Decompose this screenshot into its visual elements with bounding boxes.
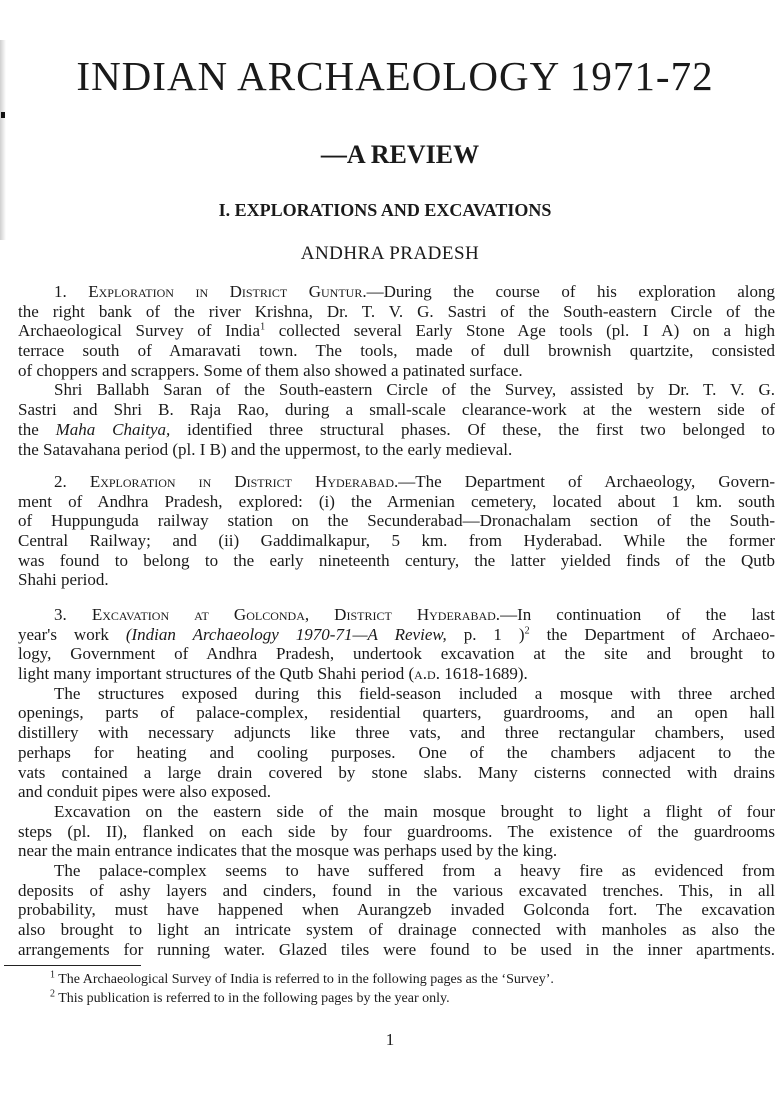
footnote-text: The Archaeological Survey of India is referred to in the following pages as the ‘Survey’. xyxy=(55,972,554,987)
text-run: —In continuation of the last xyxy=(500,605,775,624)
text-line xyxy=(18,551,775,571)
text-run: 2. xyxy=(54,472,90,491)
footnote-text: This publication is referred to in the following pages by the year only. xyxy=(55,991,450,1006)
text-line xyxy=(18,531,775,551)
text-run: vats contained a large drain covered by stone slabs. Many cisterns connected with drains xyxy=(18,762,775,782)
paragraph-guntur xyxy=(18,282,775,459)
text-run: The structures exposed during this field-season included a mosque with three arched xyxy=(54,683,775,703)
page-subtitle: —A REVIEW xyxy=(320,140,480,169)
text-line xyxy=(18,861,775,881)
text-run: Shri Ballabh Saran of the South-eastern Circle of the Survey, assisted by Dr. T. V. G. xyxy=(54,380,775,400)
text-line xyxy=(18,472,775,492)
text-line xyxy=(18,822,775,842)
scan-mark xyxy=(1,112,5,118)
text-line xyxy=(18,841,775,861)
text-run: the Satavahana period (pl. I B) and the uppermost, to the early medieval. xyxy=(18,439,513,459)
text-run: light many important structures of the Qutb Shahi period ( xyxy=(18,664,415,684)
text-run: 3. xyxy=(54,605,92,624)
text-run: Archaeological Survey of India xyxy=(18,321,261,341)
text-run: the xyxy=(18,419,56,439)
run-in-heading: Exploration in District Hyderabad. xyxy=(89,472,399,491)
text-line xyxy=(18,703,775,723)
text-line xyxy=(18,282,775,302)
run-in-heading: a.d. xyxy=(414,664,440,684)
footnote-1 xyxy=(50,969,554,988)
text-run: collected several Early Stone Age tools (pl. I A) on a high xyxy=(265,321,775,341)
text-line xyxy=(18,321,775,341)
text-run: was found to belong to the early nineteenth century, the latter yielded finds of the Qutb xyxy=(18,550,775,570)
text-run: deposits of ashy layers and cinders, found in the various excavated trenches. This, in all xyxy=(18,880,775,900)
text-line xyxy=(18,605,775,625)
footnote-mark: 2 xyxy=(50,988,55,1000)
text-run: the Department of Archaeo- xyxy=(529,624,775,644)
text-line xyxy=(18,802,775,822)
text-run: year's work xyxy=(18,624,126,644)
text-run: distillery with necessary adjuncts like three vats, and three rectangular chambers, used xyxy=(18,723,775,743)
text-run: 1618-1689). xyxy=(439,664,528,684)
text-run: of Huppunguda railway station on the Secunderabad—Dronachalam section of the South- xyxy=(18,511,775,531)
text-run: steps (pl. II), flanked on each side by four guardrooms. The existence of the guardrooms xyxy=(18,821,775,841)
text-line xyxy=(18,511,775,531)
text-line xyxy=(18,900,775,920)
text-run: The palace-complex seems to have suffered from a heavy fire as evidenced from xyxy=(54,860,775,880)
text-line xyxy=(18,341,775,361)
text-line xyxy=(18,743,775,763)
footnote-ref: 1 xyxy=(260,321,266,333)
text-run: terrace south of Amaravati town. The tools, made of dull brownish quartzite, consisted xyxy=(18,341,775,361)
section-heading: I. EXPLORATIONS AND EXCAVATIONS xyxy=(218,200,552,220)
text-run: p. 1 ) xyxy=(446,624,525,644)
text-run: Excavation on the eastern side of the main mosque brought to light a flight of four xyxy=(54,801,775,821)
text-line xyxy=(18,920,775,940)
footnote-mark: 1 xyxy=(50,969,55,981)
text-line xyxy=(18,440,775,460)
text-line xyxy=(18,763,775,783)
text-run: ment of Andhra Pradesh, explored: (i) the Armenian cemetery, located about 1 km. south xyxy=(18,491,775,511)
text-line xyxy=(18,625,775,645)
text-line xyxy=(18,420,775,440)
page-number: 1 xyxy=(385,1030,395,1049)
text-run: —The Department of Archaeology, Govern- xyxy=(398,472,775,491)
text-run: (Indian Archaeology 1970-71—A Review, xyxy=(125,624,447,644)
text-run: of choppers and scrappers. Some of them also showed a patinated surface. xyxy=(18,360,523,380)
paragraph-golconda xyxy=(18,605,775,959)
text-line xyxy=(18,684,775,704)
text-line xyxy=(18,782,775,802)
footnote-ref: 2 xyxy=(524,625,530,637)
text-run: Shahi period. xyxy=(18,570,109,590)
text-run: Sastri and Shri B. Raja Rao, during a small-scale clearance-work at the western side of xyxy=(18,400,775,420)
text-line xyxy=(18,664,775,684)
text-run: Maha Chaitya, xyxy=(55,419,171,439)
text-run: openings, parts of palace-complex, residential quarters, guardrooms, and an open hall xyxy=(18,703,775,723)
text-run: probability, must have happened when Aurangzeb invaded Golconda fort. The excavation xyxy=(18,900,775,920)
paragraph-hyderabad xyxy=(18,472,775,590)
text-line xyxy=(18,644,775,664)
text-run: also brought to light an intricate system of drainage connected with manholes as also the xyxy=(18,920,775,939)
state-heading: ANDHRA PRADESH xyxy=(300,243,480,264)
text-line xyxy=(18,881,775,901)
text-run: identified three structural phases. Of these, the first two belonged to xyxy=(170,419,775,439)
text-run: and conduit pipes were also exposed. xyxy=(18,782,272,802)
footnote-2 xyxy=(50,988,450,1007)
text-line xyxy=(18,302,775,322)
text-line xyxy=(18,361,775,381)
text-run: 1. xyxy=(54,282,89,301)
run-in-heading: Exploration in District Guntur. xyxy=(88,282,367,301)
text-run: —During the course of his exploration along xyxy=(366,282,775,301)
text-run: near the main entrance indicates that the mosque was perhaps used by the king. xyxy=(18,841,558,861)
footnote-divider xyxy=(4,965,141,966)
text-run: the right bank of the river Krishna, Dr. T. V. G. Sastri of the South-eastern Circle of the xyxy=(18,301,775,321)
text-line xyxy=(18,570,775,590)
text-run: logy, Government of Andhra Pradesh, undertook excavation at the site and brought to xyxy=(18,644,775,664)
run-in-heading: Excavation at Golconda, District Hyderabad. xyxy=(91,605,501,624)
page-title: INDIAN ARCHAEOLOGY 1971-72 xyxy=(76,53,714,99)
text-run: arrangements for running water. Glazed tiles were found to be used in the inner apartments. xyxy=(18,939,775,959)
text-line xyxy=(18,400,775,420)
text-line xyxy=(18,380,775,400)
text-run: Central Railway; and (ii) Gaddimalkapur, 5 km. from Hyderabad. While the former xyxy=(18,531,775,551)
text-line xyxy=(18,723,775,743)
text-line xyxy=(18,492,775,512)
text-run: perhaps for heating and cooling purposes. One of the chambers adjacent to the xyxy=(18,742,775,762)
text-line xyxy=(18,940,775,960)
